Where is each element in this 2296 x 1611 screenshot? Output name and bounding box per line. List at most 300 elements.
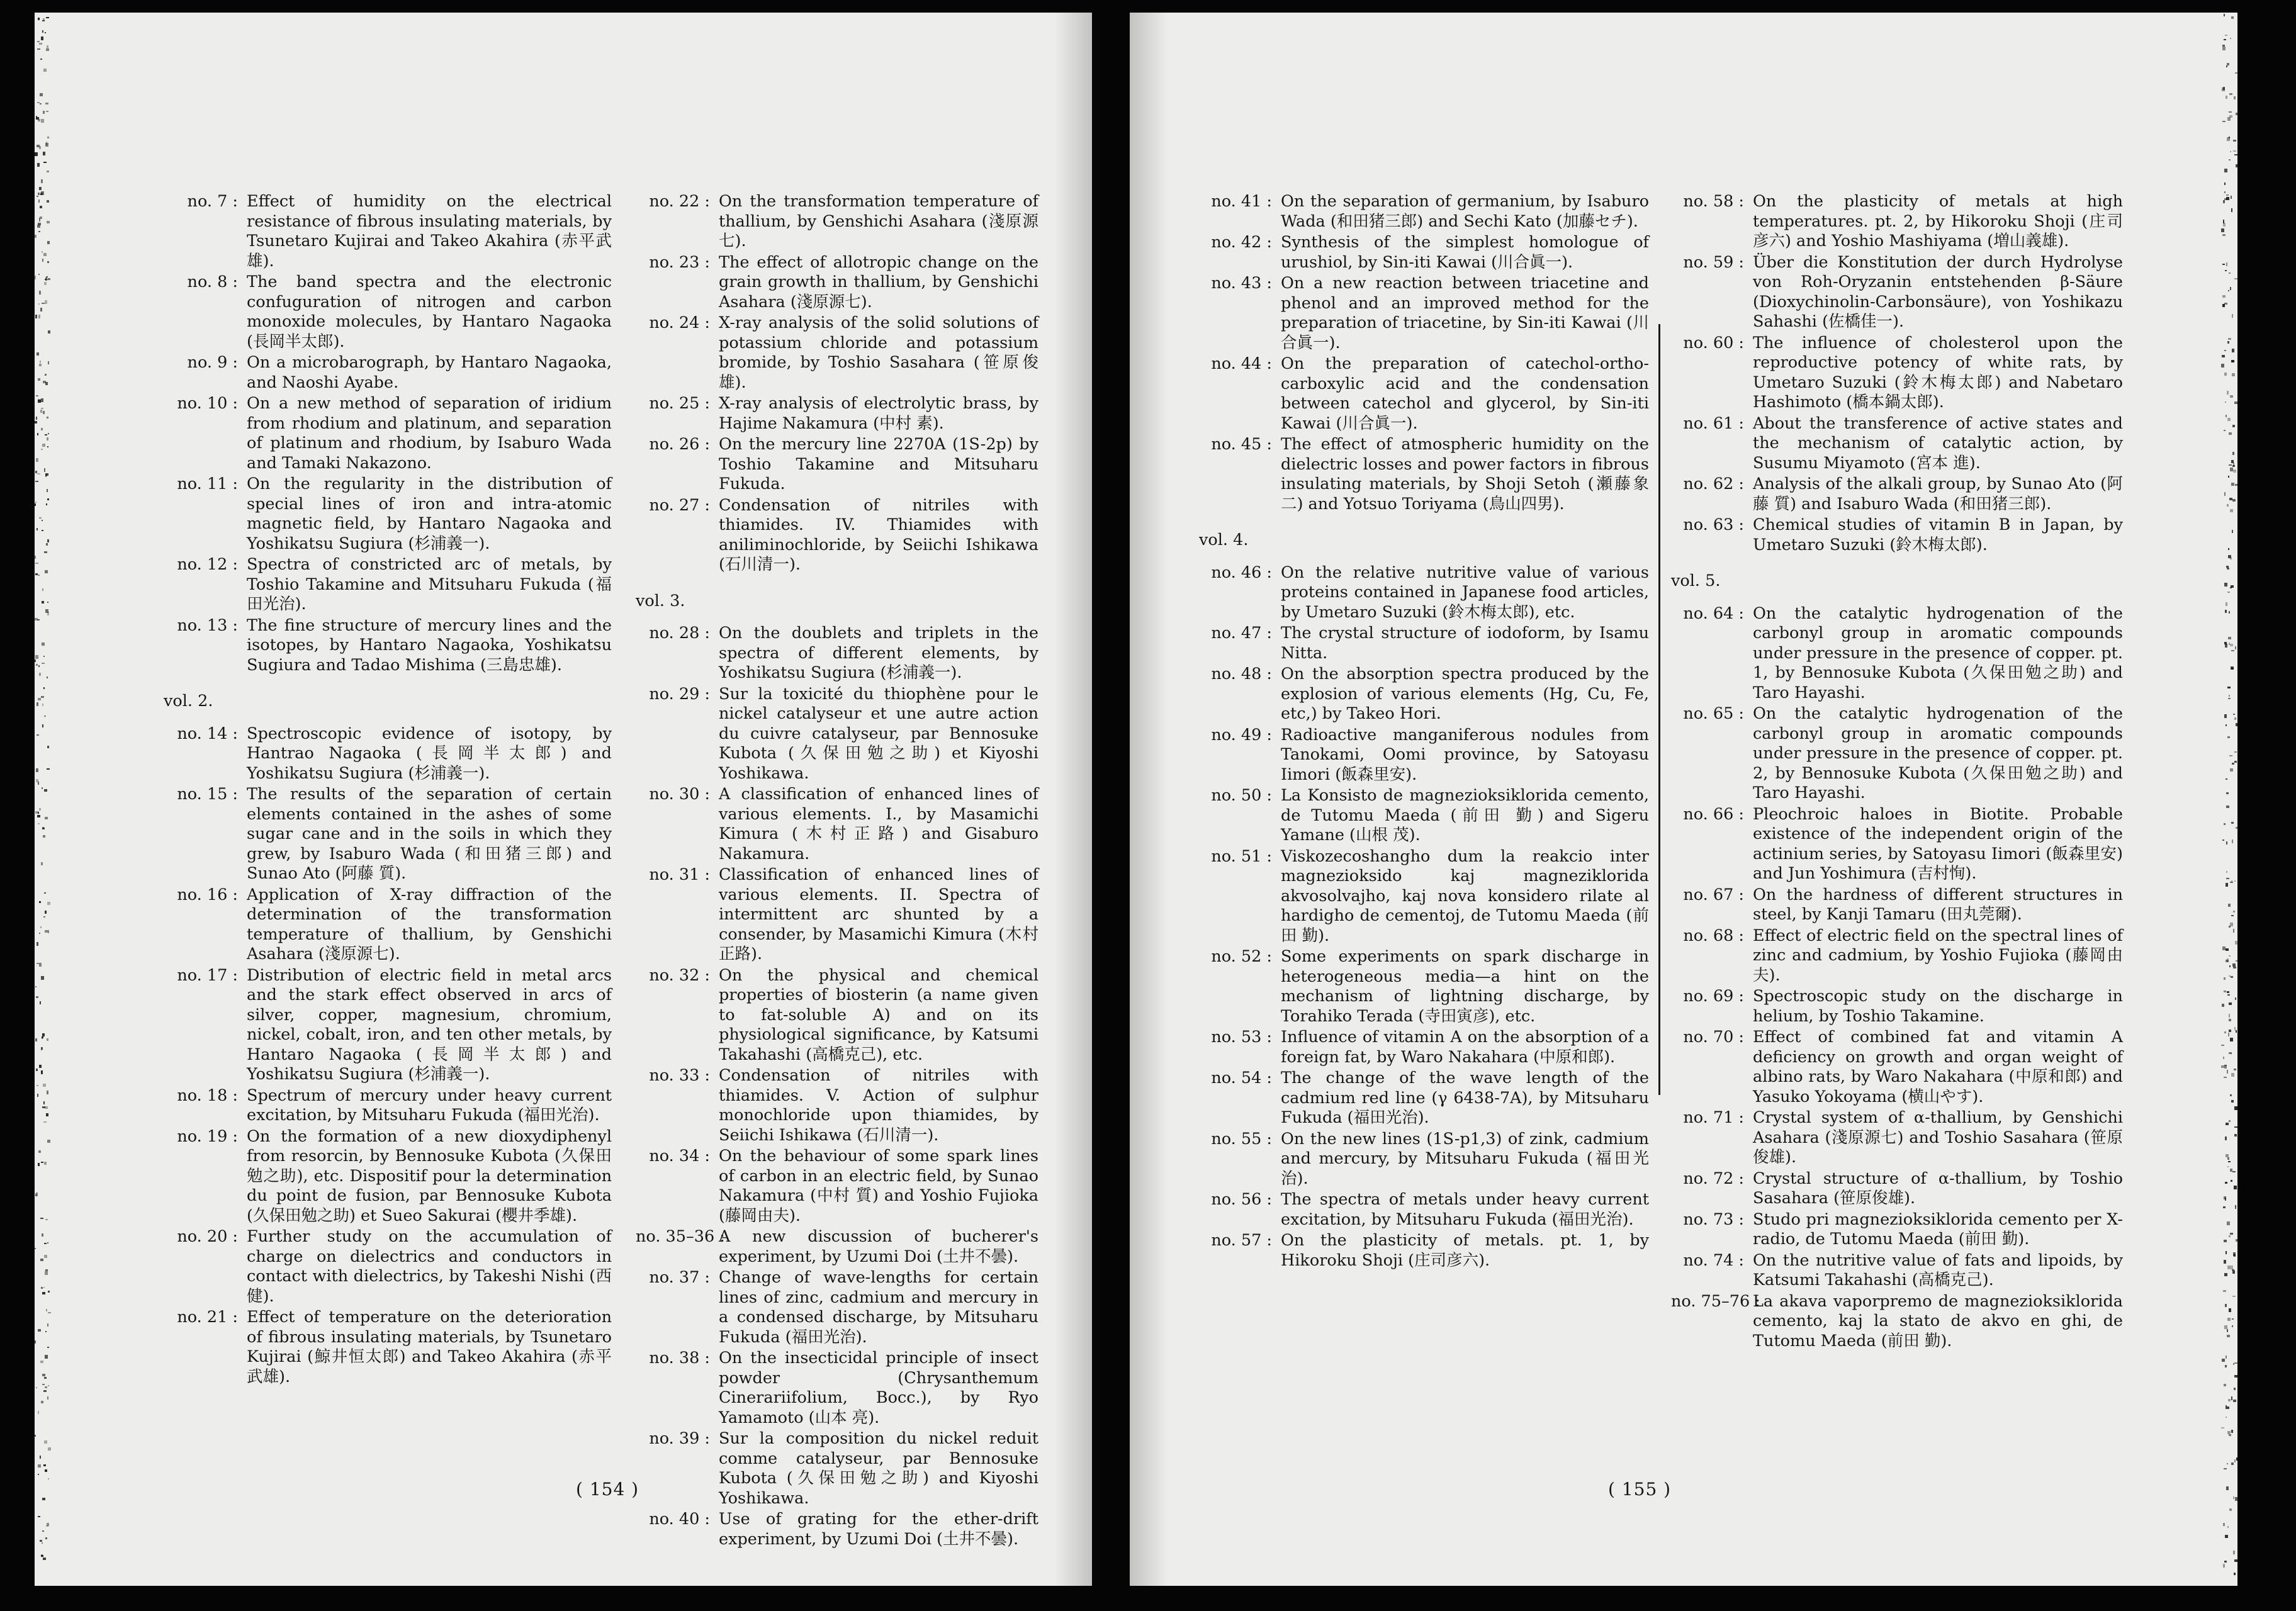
scan-noise: [2235, 941, 2237, 945]
scan-noise: [2229, 159, 2231, 160]
scan-noise: [2226, 724, 2227, 726]
scan-noise: [46, 543, 48, 546]
entry-number: no. 73 :: [1683, 1210, 1744, 1229]
scan-noise: [2224, 1196, 2226, 1199]
scan-noise: [43, 162, 47, 163]
scan-noise: [37, 1085, 38, 1086]
scan-noise: [41, 1070, 43, 1074]
scan-noise: [2224, 1384, 2226, 1386]
entry-number: no. 43 :: [1211, 274, 1272, 293]
entry-text: The crystal structure of iodoform, by Isamu Nitta.: [1281, 624, 1649, 663]
entry-number: no. 67 :: [1683, 885, 1744, 904]
entry-number: no. 17 :: [177, 965, 238, 985]
scan-noise: [2227, 1526, 2229, 1528]
scan-noise: [41, 1287, 43, 1289]
entry-number: no. 48 :: [1211, 665, 1272, 683]
scan-noise: [41, 398, 43, 402]
scan-noise: [43, 835, 45, 838]
scan-noise: [46, 1525, 48, 1527]
list-item: [636, 785, 1038, 864]
scan-noise: [2233, 714, 2235, 715]
list-item: [1199, 1130, 1649, 1189]
scan-noise: [47, 498, 49, 500]
scan-noise: [38, 1516, 40, 1517]
entry-number: no. 26 :: [649, 435, 710, 454]
scan-noise: [35, 660, 36, 662]
scan-noise: [2232, 1171, 2236, 1172]
list-item: [1671, 926, 2123, 986]
scan-noise: [2229, 1002, 2232, 1005]
entry-text: The spectra of metals under heavy current excitation, by Mitsuharu Fukuda (福田光治).: [1281, 1190, 1649, 1229]
scan-noise: [42, 1292, 45, 1294]
scan-noise: [39, 673, 41, 676]
scan-noise: [2226, 96, 2227, 99]
scan-noise: [2229, 1120, 2231, 1122]
scan-noise: [2226, 65, 2227, 67]
scan-noise: [35, 563, 38, 564]
scan-noise: [2227, 687, 2231, 688]
scan-noise: [2229, 695, 2230, 697]
scan-noise: [2234, 1134, 2237, 1137]
entry-number: no. 9 :: [187, 353, 238, 372]
scan-noise: [37, 528, 38, 530]
scan-noise: [2231, 915, 2234, 916]
scan-noise: [39, 901, 41, 903]
list-item: [1199, 786, 1649, 846]
scan-noise: [38, 231, 40, 232]
scan-noise: [39, 43, 42, 45]
entry-number: no. 30 :: [649, 785, 710, 804]
scan-noise: [2223, 200, 2225, 203]
scan-noise: [35, 811, 38, 814]
scan-noise: [2232, 763, 2234, 765]
scan-noise: [35, 421, 37, 424]
entry-text: On the plasticity of metals at high temperatures. pt. 2, by Hikoroku Shoji (庄司彦六) and Yoshio Mashiyama (増山義雄).: [1753, 192, 2123, 250]
scan-noise: [2231, 208, 2232, 212]
scan-noise: [2224, 430, 2226, 431]
scan-noise: [39, 146, 41, 149]
entry-text: Influence of vitamin A on the absorption of a foreign fat, by Waro Nakahara (中原和郎).: [1281, 1028, 1649, 1067]
entry-text: On a new method of separation of iridium from rhodium and platinum, and separation of platinum and rhodium, by Isaburo Wada and Tamaki Nakazono.: [247, 394, 612, 473]
scan-noise: [2226, 841, 2227, 845]
scan-noise: [2228, 1161, 2231, 1162]
scan-noise: [47, 137, 49, 138]
entry-text: Sur la composition du nickel reduit comme catalyseur, par Bennosuke Kubota (久保田勉之助) and Kiyoshi Yoshikawa.: [719, 1429, 1038, 1508]
scan-noise: [43, 111, 45, 114]
list-item: [164, 474, 612, 554]
scan-noise: [2225, 1304, 2227, 1307]
scan-noise: [45, 1537, 47, 1539]
list-item: [164, 724, 612, 784]
scan-noise: [2227, 1221, 2230, 1225]
entry-number: no. 69 :: [1683, 987, 1744, 1006]
entry-text: Radioactive manganiferous nodules from Tanokami, Oomi province, by Satoyasu Iimori (飯森里安).: [1281, 725, 1649, 784]
scan-noise: [2234, 1388, 2236, 1390]
scan-noise: [2228, 290, 2229, 291]
scan-noise: [38, 1329, 41, 1332]
scan-noise: [2227, 504, 2229, 507]
scan-noise: [2224, 1468, 2227, 1469]
entry-number: no. 39 :: [649, 1429, 710, 1448]
list-item: [636, 685, 1038, 784]
scan-noise: [48, 1385, 49, 1386]
list-item: [1199, 665, 1649, 724]
scan-noise: [44, 282, 47, 285]
entry-number: no. 41 :: [1211, 192, 1272, 211]
scan-noise: [2226, 883, 2228, 887]
scan-noise: [40, 926, 42, 928]
list-item: [1199, 847, 1649, 946]
entry-number: no. 70 :: [1683, 1028, 1744, 1047]
list-item: [1671, 805, 2123, 884]
entry-text: Further study on the accumulation of charge on dielectrics and conductors in contact with dielectrics, by Takeshi Nishi (西 健).: [247, 1227, 612, 1306]
list-item: [636, 1429, 1038, 1508]
entry-text: Analysis of the alkali group, by Sunao Ato (阿藤 質) and Isaburo Wada (和田猪三郎).: [1753, 474, 2123, 514]
entry-number: no. 10 :: [177, 394, 238, 413]
scan-noise: [37, 352, 39, 356]
scan-noise: [44, 789, 47, 792]
scan-noise: [47, 768, 50, 770]
scan-noise: [37, 1094, 38, 1097]
scan-noise: [2221, 1427, 2224, 1429]
scan-noise: [42, 520, 43, 521]
scan-noise: [36, 1069, 38, 1071]
scan-noise: [47, 261, 49, 263]
scan-noise: [47, 1038, 48, 1041]
scan-noise: [2231, 1396, 2232, 1400]
scan-noise: [2232, 425, 2235, 427]
entry-text: Change of wave-lengths for certain lines of zinc, cadmium and mercury in a condensed discharge, by Mitsuharu Fukuda (福田光治).: [719, 1268, 1038, 1347]
entry-text: Spectroscopic study on the discharge in helium, by Toshio Takamine.: [1753, 987, 2123, 1026]
scan-noise: [45, 1331, 47, 1332]
scan-noise: [42, 1233, 43, 1237]
volume-heading: vol. 3.: [636, 591, 685, 610]
left-page: [35, 13, 1092, 1586]
entry-text: Studo pri magnezioksiklorida cemento per X-radio, de Tutomu Maeda (前田 勤).: [1753, 1210, 2123, 1249]
scan-noise: [2228, 476, 2229, 478]
scan-noise: [43, 687, 45, 689]
scan-noise: [48, 330, 50, 334]
scan-noise: [2236, 1239, 2237, 1242]
list-item: [1199, 354, 1649, 434]
entry-text: On the catalytic hydrogenation of the carbonyl group in aromatic compounds under pressure in the presence of copper. pt. 1, by Bennosuke Kubota (久保田勉之助) and Taro Hayashi.: [1753, 603, 2123, 702]
scan-noise: [47, 1091, 48, 1094]
scan-noise: [35, 481, 38, 482]
list-item: [1199, 192, 1649, 232]
scan-noise: [35, 152, 38, 156]
scan-noise: [2228, 1033, 2229, 1036]
entry-text: About the transference of active states and the mechanism of catalytic action, by Susumu Miyamoto (宮本 進).: [1753, 413, 2123, 473]
entry-text: On the catalytic hydrogenation of the carbonyl group in aromatic compounds under pressure in the presence of copper. pt. 2, by Bennosuke Kubota (久保田勉之助) and Taro Hayashi.: [1753, 704, 2123, 802]
scan-noise: [2228, 338, 2231, 340]
scan-noise: [2232, 530, 2233, 533]
scan-noise: [47, 902, 50, 905]
scan-noise: [38, 378, 40, 381]
scan-noise: [38, 199, 40, 203]
scan-noise: [2233, 140, 2236, 142]
scan-noise: [2224, 1031, 2226, 1033]
scan-noise: [35, 235, 37, 238]
scan-noise: [45, 103, 48, 104]
entry-text: The band spectra and the electronic confuguration of nitrogen and carbon monoxide molecules, by Hantaro Nagaoka (長岡半太郎).: [247, 272, 612, 351]
scan-noise: [45, 1386, 47, 1388]
entry-text: On the nutritive value of fats and lipoids, by Katsumi Takahashi (高橋克己).: [1753, 1250, 2123, 1289]
scan-noise: [2222, 355, 2225, 357]
scan-noise: [2225, 1365, 2227, 1367]
right-page-column-2: [1671, 192, 2123, 1352]
scan-noise: [47, 676, 48, 678]
entry-text: On the regularity in the distribution of special lines of iron and intra-atomic magnetic field, by Hantaro Nagaoka and Yoshikatsu Sugiura (杉浦義一).: [247, 474, 612, 553]
scan-noise: [40, 193, 43, 195]
scan-noise: [42, 1384, 45, 1385]
scan-noise: [2223, 1206, 2226, 1208]
scan-noise: [2231, 976, 2233, 978]
scan-noise: [40, 410, 42, 413]
list-item: [1199, 1190, 1649, 1230]
scan-noise: [38, 1150, 41, 1153]
scan-noise: [2231, 822, 2234, 824]
scan-noise: [2227, 592, 2230, 593]
scan-noise: [2230, 1038, 2233, 1041]
entry-number: no. 19 :: [177, 1126, 238, 1146]
scan-noise: [2235, 646, 2236, 649]
list-item: [1671, 334, 2123, 413]
scan-noise: [43, 1287, 45, 1288]
scan-noise: [42, 20, 45, 21]
scan-noise: [35, 502, 37, 503]
list-item: [1671, 253, 2123, 332]
scan-noise: [42, 663, 45, 664]
scan-noise: [38, 1474, 39, 1475]
scan-noise: [46, 503, 47, 505]
scan-noise: [44, 716, 46, 717]
entry-text: La akava vaporpremo de magnezioksiklorida cemento, kaj la stato de akvo en ghi, de Tutomu Maeda (前田 勤).: [1753, 1291, 2123, 1350]
scan-noise: [2224, 303, 2227, 305]
scan-noise: [43, 1558, 46, 1560]
scan-noise: [2223, 1057, 2224, 1059]
scan-noise: [44, 551, 47, 553]
scan-noise: [2226, 806, 2229, 808]
entry-text: Synthesis of the simplest homologue of urushiol, by Sin-iti Kawai (川合眞一).: [1281, 233, 1649, 272]
entry-text: Chemical studies of vitamin B in Japan, by Umetaro Suzuki (鈴木梅太郎).: [1753, 515, 2123, 554]
scan-noise: [45, 1269, 48, 1271]
scan-noise: [47, 489, 48, 492]
list-item: [1199, 726, 1649, 785]
scan-noise: [2236, 827, 2237, 829]
scan-noise: [42, 1047, 43, 1050]
entry-number: no. 14 :: [177, 724, 238, 743]
entry-number: no. 13 :: [177, 615, 238, 635]
scan-noise: [2226, 948, 2229, 951]
scan-noise: [2228, 555, 2231, 558]
entry-text: On the preparation of catechol-ortho-carboxylic acid and the condensation between catechol and glycerol, by Sin-iti Kawai (川合眞一).: [1281, 354, 1649, 433]
scan-noise: [2224, 1065, 2227, 1066]
list-item: [164, 394, 612, 473]
scan-noise: [45, 32, 46, 33]
scan-noise: [40, 1540, 42, 1542]
list-item: [636, 1147, 1038, 1226]
entry-number: no. 7 :: [187, 192, 238, 211]
list-item: [1199, 947, 1649, 1026]
list-item: [636, 966, 1038, 1065]
scan-noise: [2227, 341, 2229, 344]
scan-noise: [2232, 1325, 2233, 1327]
scan-noise: [2230, 38, 2231, 39]
scan-noise: [39, 517, 42, 519]
scan-noise: [2227, 994, 2230, 996]
scan-noise: [39, 933, 40, 934]
scan-noise: [2224, 1077, 2227, 1078]
scan-noise: [35, 503, 36, 506]
entry-number: no. 29 :: [649, 684, 710, 704]
entry-number: no. 15 :: [177, 785, 238, 804]
entry-text: On the doublets and triplets in the spectra of different elements, by Yoshikatsu Sugiura (杉浦義一).: [719, 624, 1038, 682]
scan-noise: [38, 1411, 39, 1414]
list-item: [1671, 515, 2123, 555]
scan-noise: [2222, 87, 2225, 91]
entry-text: Distribution of electric field in metal arcs and the stark effect observed in arcs of silver, copper, magnesium, chromium, nickel, cobalt, iron, and ten other metals, by Hantaro Nagaoka (長岡半太郎) and Yoshikatsu Sugiura (杉浦義一).: [247, 965, 612, 1084]
list-item: [1199, 233, 1649, 272]
scan-noise: [2231, 360, 2234, 362]
scan-noise: [41, 449, 43, 450]
scan-noise: [2233, 1252, 2236, 1256]
scan-noise: [2231, 650, 2234, 651]
list-item: [636, 1510, 1038, 1549]
scan-noise: [47, 1347, 49, 1348]
scan-noise: [35, 986, 37, 987]
entry-text: Use of grating for the ether-drift experiment, by Uzumi Doi (土井不曇).: [719, 1510, 1038, 1549]
list-item: [1199, 435, 1649, 514]
scan-noise: [2230, 882, 2233, 883]
scan-noise: [2225, 401, 2226, 403]
entry-text: On the relative nutritive value of various proteins contained in Japanese food articles, by Umetaro Suzuki (鈴木梅太郎), etc.: [1281, 563, 1649, 622]
scan-noise: [40, 59, 42, 60]
entry-number: no. 61 :: [1683, 413, 1744, 433]
volume-heading: vol. 4.: [1199, 530, 1249, 549]
scan-noise: [2224, 373, 2227, 376]
scan-noise: [2226, 792, 2229, 794]
scan-noise: [40, 216, 42, 219]
scan-noise: [2233, 911, 2235, 912]
scan-noise: [42, 787, 43, 789]
list-item: [636, 865, 1038, 965]
scan-noise: [2227, 1406, 2229, 1409]
entry-number: no. 35–36 :: [636, 1227, 725, 1246]
scan-noise: [38, 575, 40, 576]
scan-noise: [2225, 610, 2227, 613]
scan-noise: [2233, 1496, 2234, 1499]
scan-noise: [37, 734, 39, 736]
scan-noise: [42, 724, 43, 727]
entry-text: On the separation of germanium, by Isaburo Wada (和田猪三郎) and Sechi Kato (加藤セチ).: [1281, 192, 1649, 231]
scan-noise: [47, 171, 49, 172]
scan-noise: [35, 618, 38, 620]
entry-text: Sur la toxicité du thiophène pour le nickel catalyseur et une autre action du cuivre catalyseur, par Bennosuke Kubota (久保田勉之助) et Kiyoshi Yoshikawa.: [719, 684, 1038, 783]
scan-noise: [2229, 1030, 2231, 1032]
scan-noise: [35, 1248, 36, 1249]
entry-text: Spectra of constricted arc of metals, by Toshio Takamine and Mitsuharu Fukuda (福田光治).: [247, 555, 612, 614]
entry-number: no. 74 :: [1683, 1250, 1744, 1270]
scan-noise: [2234, 1559, 2237, 1562]
scan-noise: [41, 696, 44, 698]
scan-noise: [2234, 880, 2236, 882]
scan-noise: [46, 111, 48, 112]
scan-noise: [2224, 977, 2226, 980]
scan-noise: [2234, 761, 2237, 763]
scan-noise: [42, 704, 43, 706]
entry-text: On the hardness of different structures in steel, by Kanji Tamaru (田丸莞爾).: [1753, 885, 2123, 924]
entry-text: Some experiments on spark discharge in heterogeneous media—a hint on the mechanism of lightning discharge, by Torahiko Terada (寺田寅彦), etc.: [1281, 947, 1649, 1026]
scan-noise: [2226, 1356, 2227, 1359]
scan-noise: [37, 163, 40, 167]
scan-noise: [2229, 111, 2232, 113]
scan-noise: [2235, 1205, 2236, 1209]
scan-noise: [2223, 220, 2224, 223]
list-item: [164, 555, 612, 615]
scan-noise: [2226, 878, 2229, 879]
entry-text: X-ray analysis of the solid solutions of potassium chloride and potassium bromide, by Toshio Sasahara (笹原俊雄).: [719, 313, 1038, 392]
scan-noise: [2224, 182, 2226, 185]
entry-number: no. 28 :: [649, 624, 710, 643]
entry-text: Effect of temperature on the deterioration of fibrous insulating materials, by Tsunetaro Kujirai (鯨井恒太郎) and Takeo Akahira (赤平武雄).: [247, 1308, 612, 1386]
volume-heading: vol. 2.: [164, 692, 213, 710]
scan-noise: [2229, 755, 2232, 756]
scan-noise: [2236, 164, 2237, 167]
scan-noise: [2224, 1325, 2227, 1329]
list-item: [1671, 885, 2123, 925]
scan-noise: [41, 36, 43, 40]
entry-number: no. 65 :: [1683, 704, 1744, 723]
scan-noise: [2228, 1399, 2231, 1401]
scan-noise: [2236, 113, 2237, 115]
list-item: [1199, 624, 1649, 663]
scan-noise: [35, 1340, 36, 1344]
scan-noise: [41, 976, 44, 980]
list-item: [164, 1227, 612, 1306]
scan-noise: [42, 530, 43, 531]
scan-noise: [45, 817, 48, 819]
scan-noise: [37, 196, 38, 197]
scan-noise: [2229, 611, 2230, 614]
scan-noise: [2236, 723, 2237, 726]
entry-text: Effect of combined fat and vitamin A deficiency on growth and organ weight of albino rats, by Waro Nakahara (中原和郎) and Yasuko Yokoyama (横山やす).: [1753, 1028, 2123, 1106]
entry-number: no. 18 :: [177, 1086, 238, 1105]
scan-noise: [45, 143, 48, 147]
scan-noise: [38, 698, 41, 700]
scan-noise: [2224, 14, 2225, 16]
scan-noise: [48, 1291, 50, 1293]
scan-noise: [44, 1162, 47, 1165]
list-item: [1199, 1231, 1649, 1271]
entry-text: On the insecticidal principle of insect powder (Chrysanthemum Cinerariifolium, Bocc.), by Ryo Yamamoto (山本 亮).: [719, 1349, 1038, 1427]
scan-noise: [37, 942, 38, 946]
scan-noise: [2234, 1186, 2237, 1189]
scan-noise: [2229, 955, 2231, 957]
scan-noise: [2225, 1535, 2228, 1538]
scan-noise: [2229, 115, 2232, 118]
entry-number: no. 31 :: [649, 865, 710, 884]
entry-number: no. 16 :: [177, 885, 238, 904]
entry-text: Condensation of nitriles with thiamides. V. Action of sulphur monochloride upon thiamides, by Seiichi Ishikawa (石川清一).: [719, 1066, 1038, 1145]
list-item: [636, 624, 1038, 683]
scan-noise: [44, 468, 45, 472]
scan-noise: [38, 823, 40, 824]
scan-noise: [42, 1542, 43, 1544]
entry-text: On the formation of a new dioxydiphenyl from resorcin, by Bennosuke Kubota (久保田勉之助), etc. Dispositif pour la determination du point de fusion, par Bennosuke Kubota (久保田勉之助) et Sueo Sakurai (櫻井季雄).: [247, 1126, 612, 1225]
entry-number: no. 8 :: [187, 272, 238, 291]
scan-noise: [2233, 1400, 2236, 1402]
list-item: [1671, 414, 2123, 474]
